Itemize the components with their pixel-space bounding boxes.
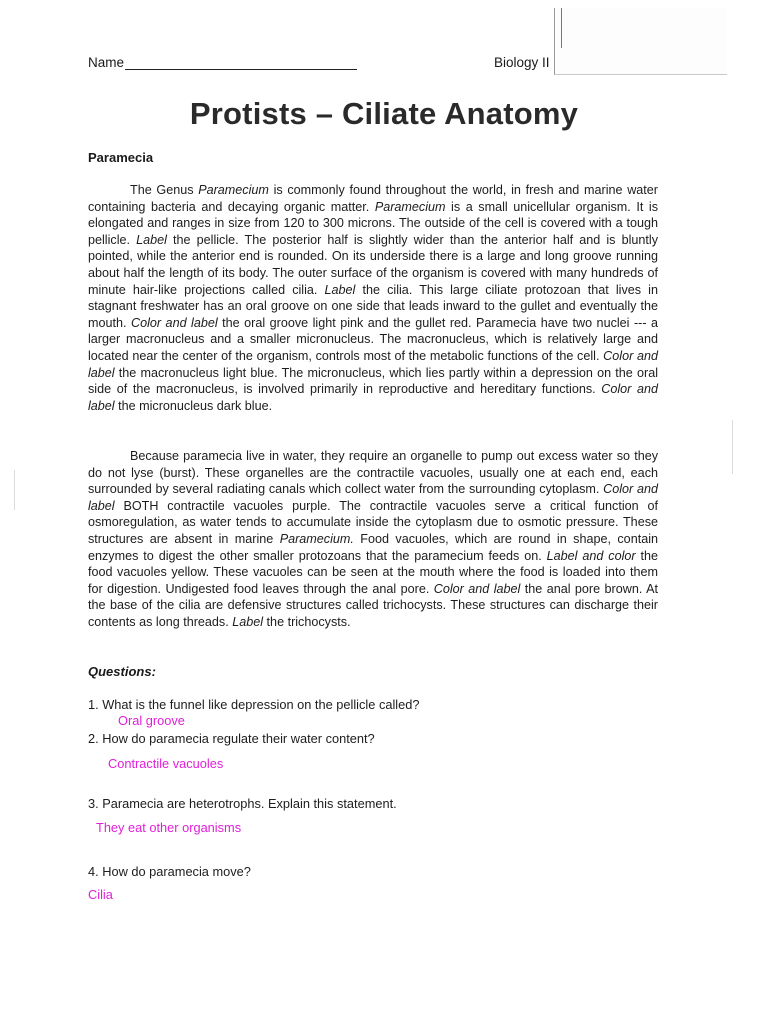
question-4: 4. How do paramecia move?	[88, 864, 251, 879]
paragraph-text: The Genus Paramecium is commonly found throughout the world, in fresh and marine water containing bacteria and decaying organic matter. Paramecium is a small unicellular organism. It is elongated and ranges in size from 120 to 300 microns. The outside of the cell is covered with a tough pellicle. Label the pellicle. The posterior half is slightly wider than the anterior half and is bluntly pointed, while the anterior end is rounded. On its underside there is a large and long groove running about half the length of its body. The outer surface of the organism is covered with many hundreds of minute hair-like projections called cilia. Label the cilia. This large ciliate protozoan that lives in stagnant freshwater has an oral groove on one side that leads inward to the gullet and eventually the mouth. Color and label the oral groove light pink and the gullet red. Paramecia have two nuclei --- a larger macronucleus and a smaller micronucleus. The macronucleus, which is relatively large and located near the center of the organism, controls most of the metabolic functions of the cell. Color and label the macronucleus light blue. The micronucleus, which lies partly within a depression on the oral side of the macronucleus, is involved primarily in reproductive and hereditary functions. Color and label the micronucleus dark blue.	[88, 183, 659, 413]
paragraph-2	[88, 448, 658, 631]
scan-margin-mark	[732, 420, 733, 474]
corner-label-box	[554, 8, 727, 75]
answer-1[interactable]: Oral groove	[118, 713, 185, 728]
page-title: Protists – Ciliate Anatomy	[189, 96, 579, 131]
name-underline[interactable]	[125, 57, 357, 70]
name-label: Name	[88, 55, 125, 70]
section-heading: Paramecia	[88, 150, 154, 165]
questions-heading: Questions:	[88, 664, 156, 679]
answer-4[interactable]: Cilia	[88, 887, 113, 902]
scan-margin-mark	[14, 470, 15, 510]
question-2: 2. How do paramecia regulate their water content?	[88, 731, 375, 746]
course-label: Biology II	[494, 55, 550, 70]
name-field[interactable]	[88, 55, 357, 70]
question-3: 3. Paramecia are heterotrophs. Explain this statement.	[88, 796, 397, 811]
answer-2[interactable]: Contractile vacuoles	[108, 756, 224, 771]
corner-divider-line	[561, 8, 562, 48]
answer-3[interactable]: They eat other organisms	[96, 820, 242, 835]
question-1: 1. What is the funnel like depression on the pellicle called?	[88, 697, 420, 712]
paragraph-1	[88, 182, 658, 414]
paragraph-text: Because paramecia live in water, they require an organelle to pump out excess water so they do not lyse (burst). These organelles are the contractile vacuoles, usually one at each end, each surrounded by several radiating canals which collect water from the surrounding cytoplasm. Color and label BOTH contractile vacuoles purple. The contractile vacuoles serve a critical function of osmoregulation, as water tends to accumulate inside the cytoplasm due to osmotic pressure. These structures are absent in marine Paramecium. Food vacuoles, which are round in shape, contain enzymes to digest the other smaller protozoans that the paramecium feeds on. Label and color the food vacuoles yellow. These vacuoles can be seen at the mouth where the food is loaded into them for digestion. Undigested food leaves through the anal pore. Color and label the anal pore brown. At the base of the cilia are defensive structures called trichocysts. These structures can discharge their contents as long threads. Label the trichocysts.	[88, 449, 659, 629]
